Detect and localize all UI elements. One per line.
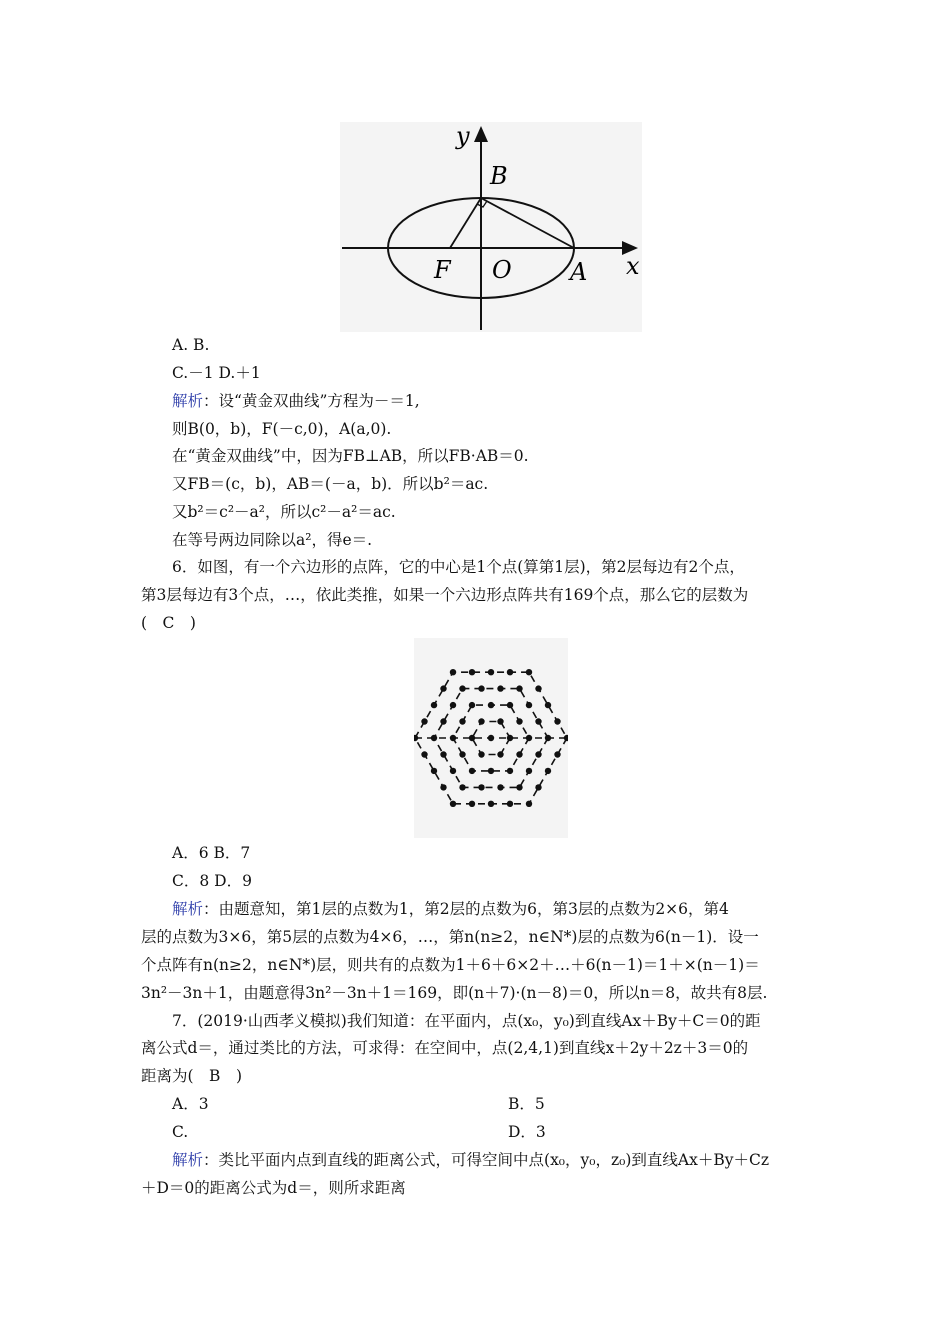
- lattice-dot: [478, 718, 484, 724]
- label-x: x: [626, 252, 640, 280]
- lattice-dot: [554, 751, 560, 757]
- q5-options-cd: C.－1 D.＋1: [172, 364, 261, 382]
- q7-option-d: D．3: [508, 1123, 546, 1141]
- q6-stem-line-2: 第3层每边有3个点，…，依此类推，如果一个六边形点阵共有169个点，那么它的层数为: [141, 586, 749, 604]
- analysis-text: ：类比平面内点到直线的距离公式，可得空间中点(x₀，y₀，z₀)到直线Ax＋By＋Cz: [203, 1151, 770, 1169]
- lattice-dot: [545, 735, 551, 741]
- lattice-dot: [440, 751, 446, 757]
- analysis-label: 解析: [172, 900, 204, 918]
- lattice-dot: [469, 768, 475, 774]
- lattice-dot: [516, 685, 522, 691]
- lattice-dot: [478, 751, 484, 757]
- label-b: B: [490, 162, 508, 190]
- q6-analysis-line-2: 层的点数为3×6，第5层的点数为4×6，…，第n(n≥2，n∈N*)层的点数为6(n－1)．设一: [141, 928, 759, 946]
- lattice-dot: [469, 735, 475, 741]
- q6-options-cd: C．8 D．9: [172, 872, 252, 890]
- lattice-dot: [459, 751, 465, 757]
- lattice-dot: [535, 718, 541, 724]
- lattice-dot: [450, 735, 456, 741]
- q7-analysis-line-1: [172, 1150, 769, 1170]
- q5-analysis-line-6: 在等号两边同除以a²，得e＝.: [172, 531, 373, 549]
- analysis-label: 解析: [172, 1151, 204, 1169]
- q5-analysis-line-1: [172, 391, 420, 411]
- lattice-dot: [431, 768, 437, 774]
- lattice-dot: [507, 702, 513, 708]
- lattice-dot: [526, 669, 532, 675]
- lattice-dot: [507, 735, 513, 741]
- q7-stem-line-1: 7．(2019·山西孝义模拟)我们知道：在平面内，点(x₀，y₀)到直线Ax＋By＋C＝0的距: [172, 1012, 761, 1030]
- q6-analysis-line-1: [172, 899, 729, 919]
- lattice-dot: [450, 669, 456, 675]
- lattice-dot: [469, 801, 475, 807]
- lattice-dot: [469, 669, 475, 675]
- q6-analysis-line-4: 3n²－3n＋1，由题意得3n²－3n＋1＝169，即(n＋7)·(n－8)＝0，所以n＝8，故共有8层.: [141, 984, 768, 1002]
- q6-options-ab: A．6 B．7: [172, 844, 251, 862]
- label-o: O: [492, 256, 512, 284]
- label-f: F: [434, 256, 451, 284]
- analysis-text: ：由题意知，第1层的点数为1，第2层的点数为6，第3层的点数为2×6，第4: [203, 900, 729, 918]
- lattice-dot: [421, 718, 427, 724]
- label-a: A: [570, 258, 588, 286]
- analysis-text: ：设“黄金双曲线”方程为－＝1,: [203, 392, 420, 410]
- lattice-dot: [459, 718, 465, 724]
- lattice-dot: [488, 801, 494, 807]
- analysis-label: 解析: [172, 392, 204, 410]
- lattice-dot: [478, 784, 484, 790]
- q5-analysis-line-5: 又b²＝c²－a²，所以c²－a²＝ac.: [172, 503, 396, 521]
- lattice-dot: [488, 702, 494, 708]
- lattice-dot: [526, 735, 532, 741]
- lattice-dot: [440, 784, 446, 790]
- q7-stem-line-3: 距离为( B ): [141, 1067, 242, 1085]
- q5-options-ab: A. B.: [172, 336, 210, 354]
- lattice-dot: [526, 768, 532, 774]
- q7-stem-line-2: 离公式d＝，通过类比的方法，可求得：在空间中，点(2,4,1)到直线x＋2y＋2z＋3＝0的: [141, 1039, 749, 1057]
- lattice-dot: [526, 702, 532, 708]
- lattice-dot: [535, 751, 541, 757]
- lattice-dot: [516, 751, 522, 757]
- q6-stem-line-3: ( C ): [141, 614, 196, 632]
- lattice-dot: [488, 735, 494, 741]
- q5-analysis-line-4: 又FB＝(c，b)，AB＝(－a，b)．所以b²＝ac.: [172, 475, 489, 493]
- lattice-dot: [535, 784, 541, 790]
- lattice-dot: [497, 685, 503, 691]
- lattice-dot: [526, 801, 532, 807]
- lattice-dot: [450, 702, 456, 708]
- lattice-dot: [554, 718, 560, 724]
- lattice-dot: [469, 702, 475, 708]
- lattice-dot: [459, 784, 465, 790]
- lattice-dot: [440, 718, 446, 724]
- q7-option-c: C.: [172, 1123, 189, 1141]
- lattice-dot: [450, 768, 456, 774]
- lattice-dot: [478, 685, 484, 691]
- hexagon-dot-lattice-figure: [414, 638, 568, 838]
- lattice-dot: [545, 768, 551, 774]
- lattice-dot: [440, 685, 446, 691]
- label-y: y: [456, 122, 470, 150]
- lattice-dot: [497, 784, 503, 790]
- lattice-dot: [431, 702, 437, 708]
- lattice-dot: [516, 718, 522, 724]
- q6-analysis-line-3: 个点阵有n(n≥2，n∈N*)层，则共有的点数为1＋6＋6×2＋…＋6(n－1)＝1＋×(n－1)＝: [141, 956, 760, 974]
- lattice-dot: [488, 669, 494, 675]
- lattice-dot: [421, 751, 427, 757]
- lattice-dot: [516, 784, 522, 790]
- lattice-dot: [497, 718, 503, 724]
- q6-stem-line-1: 6．如图，有一个六边形的点阵，它的中心是1个点(算第1层)，第2层每边有2个点，: [172, 558, 745, 576]
- q7-option-a: A．3: [172, 1095, 209, 1113]
- lattice-dot: [507, 669, 513, 675]
- q7-option-b: B．5: [508, 1095, 545, 1113]
- lattice-dot: [431, 735, 437, 741]
- lattice-dot: [545, 702, 551, 708]
- lattice-dot: [507, 768, 513, 774]
- lattice-dot: [497, 751, 503, 757]
- lattice-dot: [459, 685, 465, 691]
- lattice-dot: [507, 801, 513, 807]
- q5-analysis-line-3: 在“黄金双曲线”中，因为FB⊥AB，所以FB·AB＝0.: [172, 447, 529, 465]
- lattice-dot: [450, 801, 456, 807]
- q5-analysis-line-2: 则B(0，b)，F(－c,0)，A(a,0).: [172, 420, 392, 438]
- ellipse-figure: [340, 122, 642, 332]
- q7-analysis-line-2: ＋D＝0的距离公式为d＝，则所求距离: [141, 1179, 406, 1197]
- lattice-dot: [535, 685, 541, 691]
- lattice-dot: [488, 768, 494, 774]
